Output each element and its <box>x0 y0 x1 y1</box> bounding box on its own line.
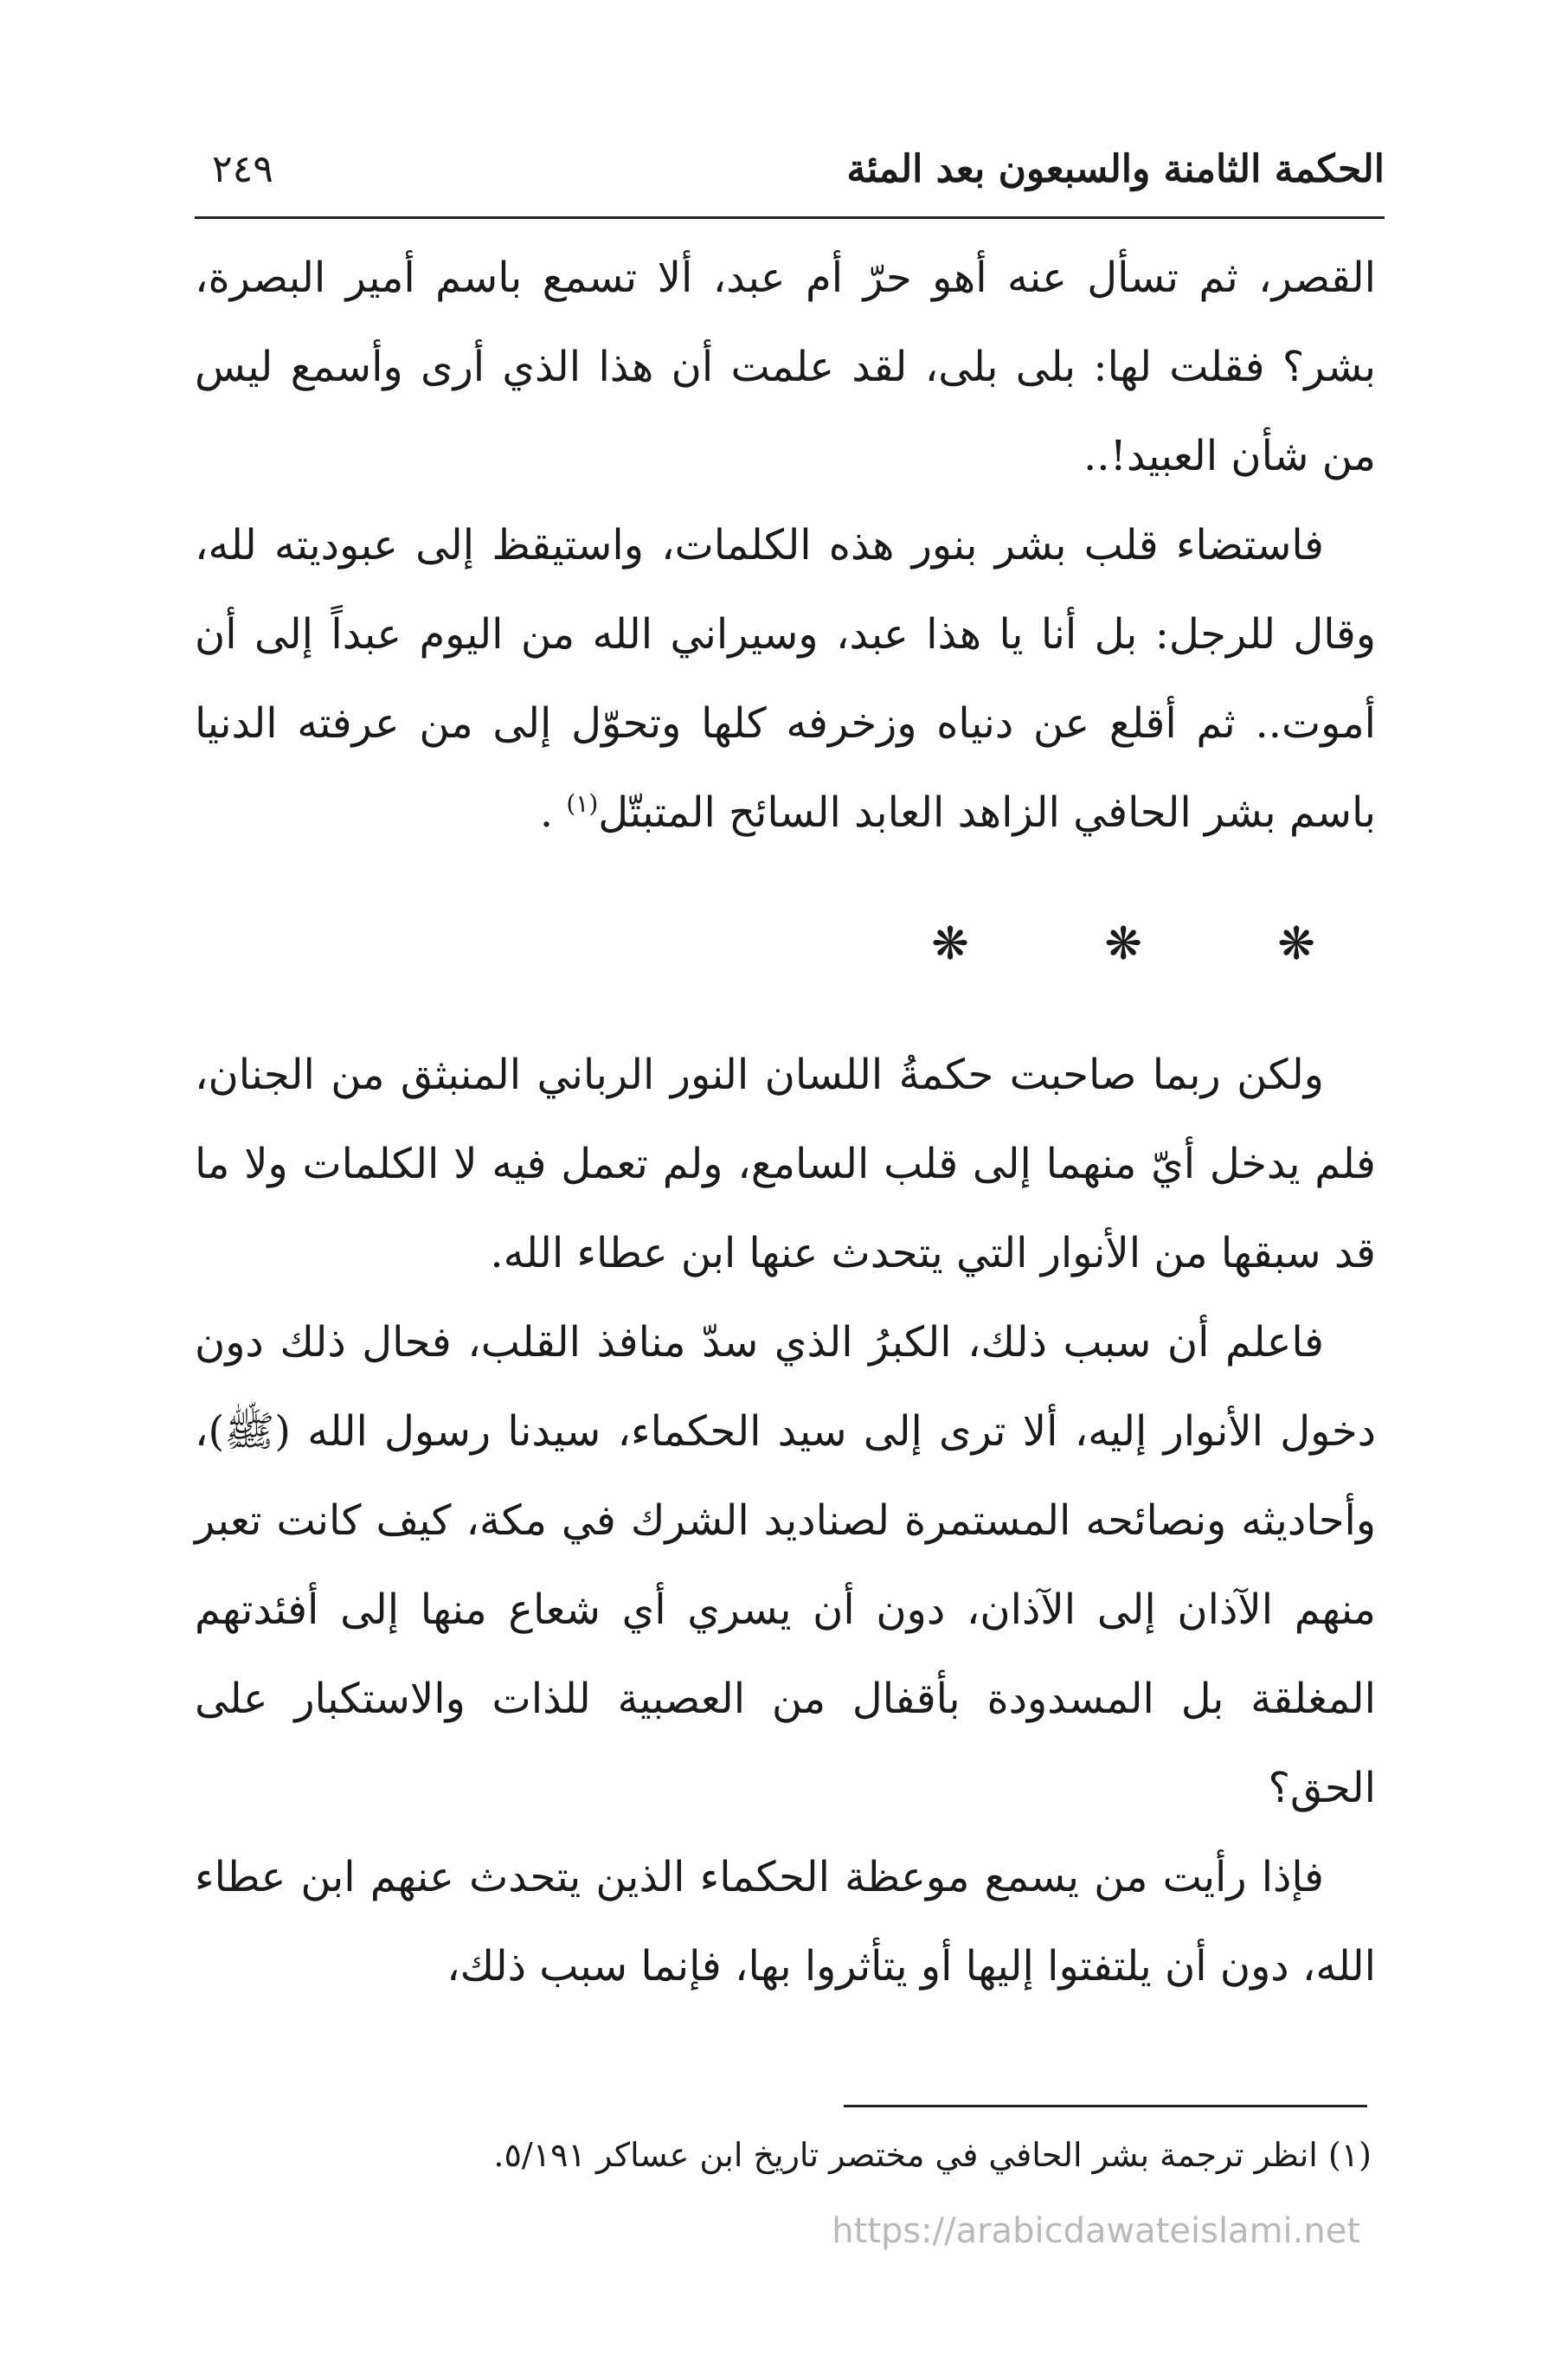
separator-star-icon: ❋ <box>1277 918 1315 970</box>
page-header <box>195 147 1385 216</box>
footnote-rule <box>844 2105 1367 2107</box>
footnote: (١) انظر ترجمة بشر الحافي في مختصر تاريخ ابن عساكر ٥/١٩١. <box>493 2136 1372 2174</box>
body-text <box>195 234 1376 2011</box>
separator-star-icon: ❋ <box>931 918 969 970</box>
paragraph-1: القصر، ثم تسأل عنه أهو حرّ أم عبد، ألا تسمع باسم أمير البصرة، بشر؟ فقلت لها: بلى بلى، لقد علمت أن هذا الذي أرى وأسمع ليس من شأن العبيد!.. <box>195 254 1376 480</box>
paragraph-3: ولكن ربما صاحبت حكمةُ اللسان النور الرباني المنبثق من الجنان، فلم يدخل أيّ منهما إلى قلب السامع، ولم تعمل فيه لا الكلمات ولا ما قد سبقها من الأنوار التي يتحدث عنها ابن عطاء الله. <box>195 1051 1376 1277</box>
header-rule <box>195 216 1385 219</box>
paragraph-2 <box>195 501 1376 858</box>
paragraph-2-text: فاستضاء قلب بشر بنور هذه الكلمات، واستيقظ إلى عبوديته لله، وقال للرجل: بل أنا يا هذا عبد، وسيراني الله من اليوم عبداً إلى أن أموت.. ثم أقلع عن دنياه وزخرفه كلها وتحوّل إلى من عرفته الدنيا باسم بشر الحافي الزاهد العابد السائح المتبتّل <box>195 521 1376 837</box>
running-title: الحكمة الثامنة والسبعون بعد المئة <box>846 147 1385 191</box>
watermark-url: https://arabicdawateislami.net <box>832 2211 1360 2251</box>
separator-star-icon: ❋ <box>1104 918 1142 970</box>
paragraph-2-end: . <box>539 788 567 837</box>
section-separator <box>195 858 1376 1031</box>
paragraph-4: فاعلم أن سبب ذلك، الكبرُ الذي سدّ منافذ القلب، فحال ذلك دون دخول الأنوار إليه، ألا ترى إلى سيد الحكماء، سيدنا رسول الله (ﷺ)، وأحاديثه ونصائحه المستمرة لصناديد الشرك في مكة، كيف كانت تعبر منهم الآذان إلى الآذان، دون أن يسري أي شعاع منها إلى أفئدتهم المغلقة بل المسدودة بأقفال من العصبية للذات والاستكبار على الحق؟ <box>195 1318 1376 1812</box>
paragraph-5: فإذا رأيت من يسمع موعظة الحكماء الذين يتحدث عنهم ابن عطاء الله، دون أن يلتفتوا إليها أو يتأثروا بها، فإنما سبب ذلك، <box>195 1853 1376 1991</box>
page-number: ٢٤٩ <box>212 147 273 191</box>
footnote-reference: (١) <box>566 789 599 818</box>
